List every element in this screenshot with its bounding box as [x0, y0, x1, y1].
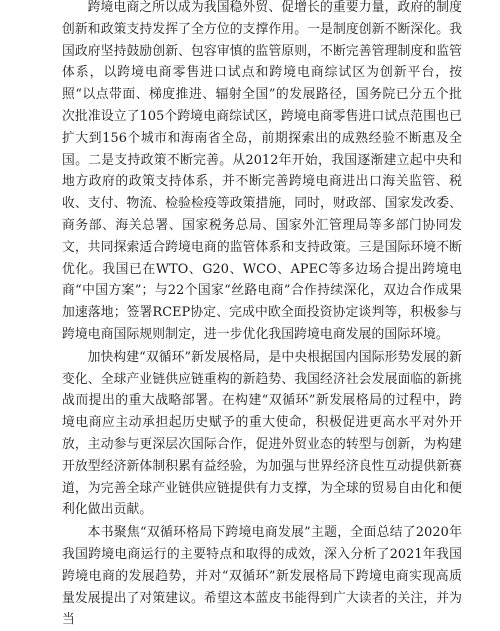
- paragraph-policy-support: 跨境电商之所以成为我国稳外贸、促增长的重要力量，政府的制度创新和政策支持发挥了全方位的支撑作用。一是制度创新不断深化。我国政府坚持鼓励创新、包容审慎的监管原则，不断完善管理制度和监管体系，以跨境电商零售进口试点和跨境电商综试区为创新平台，按照“以点带面、梯度推进、辐射全国”的发展路径，国务院已分五个批次批准设立了105个跨境电商综试区，跨境电商零售进口试点范围也已扩大到156个城市和海南省全岛，前期探索出的成熟经验不断惠及全国。二是支持政策不断完善。从2012年开始，我国逐渐建立起中央和地方政府的政策支持体系，并不断完善跨境电商进出口海关监管、税收、支付、物流、检验检疫等政策措施，同时，财政部、国家发改委、商务部、海关总署、国家税务总局、国家外汇管理局等多部门协同发文，共同探索适合跨境电商的监管体系和支持政策。三是国际环境不断优化。我国已在WTO、G20、WCO、APEC等多边场合提出跨境电商“中国方案”；与22个国家“丝路电商”合作持续深化，双边合作成果加速落地；签署RCEP协定、完成中欧全面投资协定谈判等，积极参与跨境电商国际规则制定，进一步优化我国跨境电商发展的国际环境。: [62, 0, 462, 342]
- body-text: [62, 0, 462, 631]
- paragraph-dual-circulation: 加快构建“双循环”新发展格局，是中央根据国内国际形势发展的新变化、全球产业链供应链重构的新趋势、我国经济社会发展面临的新挑战而提出的重大战略部署。在构建“双循环”新发展格局的过程中，跨境电商应主动承担起历史赋予的重大使命，积极促进更高水平对外开放，主动参与更深层次国际合作，促进外贸业态的转型与创新，为构建开放型经济新体制积累有益经验，为加强与世界经济良性互动提供新赛道，为完善全球产业链供应链提供有力支撑，为全球的贸易自由化和便利化做出贡献。: [62, 349, 462, 518]
- paragraph-book-focus: 本书聚焦“双循环格局下跨境电商发展”主题，全面总结了2020年我国跨境电商运行的主要特点和取得的成效，深入分析了2021年我国跨境电商的发展趋势，并对“双循环”新发展格局下跨境电商实现高质量发展提出了对策建议。希望这本蓝皮书能得到广大读者的关注，并为当: [62, 525, 462, 628]
